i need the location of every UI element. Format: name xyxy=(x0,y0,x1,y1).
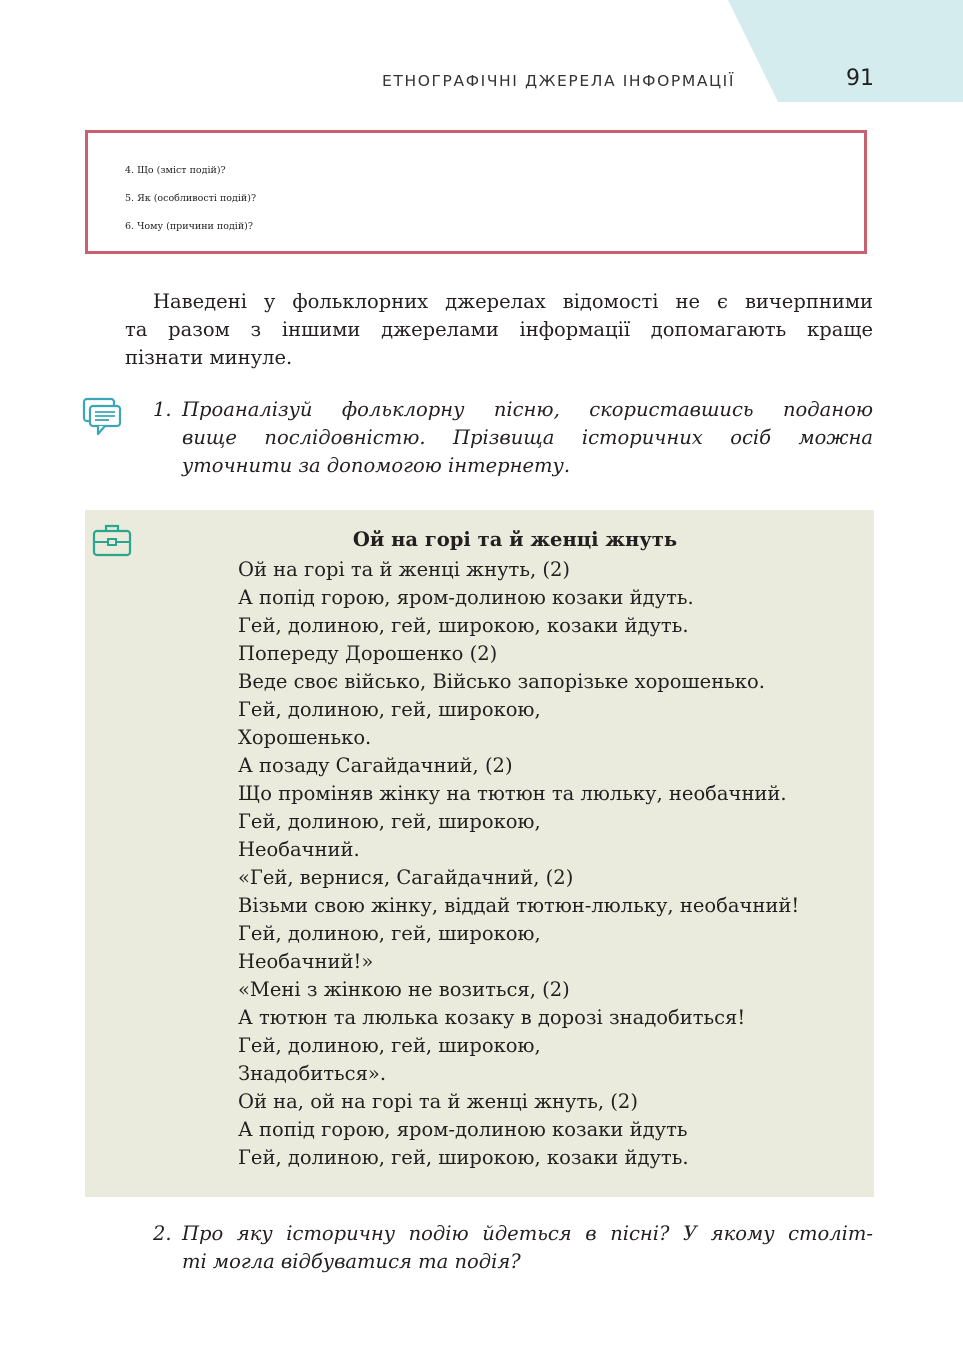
song-line: Веде своє військо, Військо запорізьке хорошенько. xyxy=(238,670,765,693)
song-line: Ой на, ой на горі та й женці жнуть, (2) xyxy=(238,1090,638,1113)
song-line: Гей, долиною, гей, широкою, xyxy=(238,1034,541,1057)
song-line: Необачний. xyxy=(238,838,360,861)
song-line: «Мені з жінкою не возиться, (2) xyxy=(238,978,570,1001)
chat-icon xyxy=(82,396,124,438)
paragraph-line: та разом з іншими джерелами інформації допомагають краще xyxy=(125,318,873,341)
song-line: Що проміняв жінку на тютюн та люльку, необачний. xyxy=(238,782,787,805)
song-line: Необачний!» xyxy=(238,950,374,973)
song-line: Гей, долиною, гей, широкою, xyxy=(238,810,541,833)
paragraph-line: пізнати минуле. xyxy=(125,346,293,369)
song-line: Гей, долиною, гей, широкою, xyxy=(238,922,541,945)
task-line: уточнити за допомогою інтернету. xyxy=(182,454,571,477)
song-lyrics xyxy=(238,556,799,1172)
task-line: Проаналізуй фольклорну пісню, скориставшись поданою xyxy=(182,398,873,421)
task-number: 1. xyxy=(153,398,172,421)
task-line: ті могла відбуватися та подія? xyxy=(182,1250,521,1273)
song-line: А попід горою, яром-долиною козаки йдуть xyxy=(238,1118,688,1141)
song-line: Знадобиться». xyxy=(238,1062,387,1085)
song-line: Попереду Дорошенко (2) xyxy=(238,642,498,665)
song-line: Гей, долиною, гей, широкою, козаки йдуть. xyxy=(238,614,689,637)
task-line: Про яку історичну подію йдеться в пісні? У якому століт- xyxy=(182,1222,873,1245)
song-line: А позаду Сагайдачний, (2) xyxy=(238,754,513,777)
song-line: Візьми свою жінку, віддай тютюн-люльку, необачний! xyxy=(238,894,800,917)
question-line: 5. Як (особливості подій)? xyxy=(125,193,257,204)
question-line: 4. Що (зміст подій)? xyxy=(125,165,226,176)
song-line: «Гей, вернися, Сагайдачний, (2) xyxy=(238,866,574,889)
running-head: ЕТНОГРАФІЧНІ ДЖЕРЕЛА ІНФОРМАЦІЇ xyxy=(381,72,735,90)
paragraph-line: Наведені у фольклорних джерелах відомості не є вичерпними xyxy=(153,290,873,313)
song-line: Хорошенько. xyxy=(238,726,372,749)
task-number: 2. xyxy=(153,1222,172,1245)
song-line: Ой на горі та й женці жнуть, (2) xyxy=(238,558,570,581)
song-line: А тютюн та люлька козаку в дорозі знадобиться! xyxy=(238,1006,746,1029)
song-line: Гей, долиною, гей, широкою, xyxy=(238,698,541,721)
song-title: Ой на горі та й женці жнуть xyxy=(352,528,678,551)
task-line: вище послідовністю. Прізвища історичних осіб можна xyxy=(182,426,873,449)
question-line: 6. Чому (причини подій)? xyxy=(125,221,253,232)
question-box xyxy=(85,130,867,254)
song-line: А попід горою, яром-долиною козаки йдуть. xyxy=(238,586,694,609)
song-line: Гей, долиною, гей, широкою, козаки йдуть. xyxy=(238,1146,689,1169)
page-number: 91 xyxy=(846,66,874,91)
intro-paragraph xyxy=(125,288,873,372)
